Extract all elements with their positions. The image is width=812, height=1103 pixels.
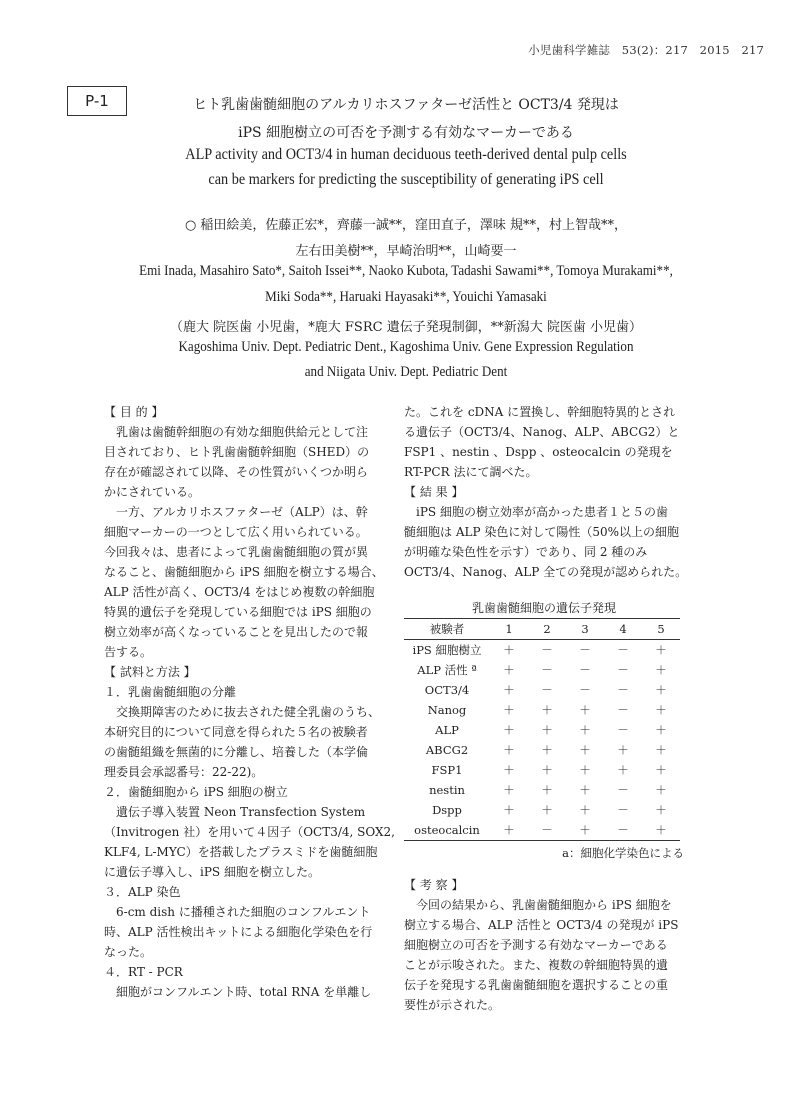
text-line: 今回我々は、患者によって乳歯歯髄細胞の質が異 bbox=[104, 545, 369, 559]
table-cell: － bbox=[617, 803, 629, 817]
text-line: KLF4, L-MYC）を搭載したプラスミドを歯髄細胞 bbox=[104, 845, 378, 859]
table-cell: － bbox=[617, 783, 629, 797]
table-cell: － bbox=[579, 643, 591, 657]
text-line: 細胞マーカーの一つとして広く用いられている。 bbox=[104, 525, 368, 539]
subsection-heading: １．乳歯歯髄細胞の分離 bbox=[104, 685, 237, 699]
table-cell: ＋ bbox=[579, 763, 591, 777]
row-label: ALP 活性 ª bbox=[417, 663, 477, 677]
row-label: nestin bbox=[429, 783, 465, 797]
table-cell: － bbox=[541, 643, 553, 657]
table-cell: ＋ bbox=[503, 803, 515, 817]
right-column bbox=[404, 402, 688, 1015]
subsection-heading: ４．RT - PCR bbox=[104, 965, 183, 979]
poster-id-box: P-1 bbox=[67, 86, 127, 116]
text-line: 特異的遺伝子を発現している細胞では iPS 細胞の bbox=[104, 605, 372, 619]
table-row bbox=[404, 820, 680, 841]
table-cell: ＋ bbox=[655, 763, 667, 777]
authors-en-line-2: Miki Soda**, Haruaki Hayasaki**, Youichi Yamasaki bbox=[265, 289, 547, 305]
text-line: た。これを cDNA に置換し、幹細胞特異的とされ bbox=[404, 405, 676, 419]
text-line: 時、ALP 活性検出キットによる細胞化学染色を行 bbox=[104, 925, 373, 939]
table-cell: － bbox=[617, 723, 629, 737]
text-line: 理委員会承認番号：22-22)。 bbox=[104, 765, 264, 779]
text-line: 6-cm dish に播種された細胞のコンフルエント bbox=[104, 905, 371, 919]
table-cell: ＋ bbox=[541, 763, 553, 777]
table-cell: ＋ bbox=[503, 743, 515, 757]
table-row bbox=[404, 720, 680, 740]
table-cell: ＋ bbox=[579, 723, 591, 737]
text-line: 樹立効率が高くなっていることを見出したので報 bbox=[104, 625, 369, 639]
table-caption: 乳歯歯髄細胞の遺伝子発現 bbox=[471, 601, 616, 615]
table-cell: － bbox=[541, 683, 553, 697]
header-cell: 被験者 bbox=[429, 622, 465, 636]
purpose-section bbox=[104, 422, 388, 662]
table-cell: － bbox=[541, 823, 553, 837]
row-label: OCT3/4 bbox=[424, 683, 470, 697]
table-cell: ＋ bbox=[579, 803, 591, 817]
row-label: FSP1 bbox=[431, 763, 463, 777]
row-label: ABCG2 bbox=[425, 743, 469, 757]
discussion-heading: 【 考 察 】 bbox=[404, 878, 464, 892]
text-line: の歯髄組織を無菌的に分離し、培養した（本学倫 bbox=[104, 745, 369, 759]
text-line: FSP1 、nestin 、Dspp 、osteocalcin の発現を bbox=[404, 445, 673, 459]
title-en-line-2: can be markers for predicting the susceptibility of generating iPS cell bbox=[208, 171, 604, 188]
table-header-row bbox=[404, 619, 680, 640]
table-cell: ＋ bbox=[579, 743, 591, 757]
table-cell: － bbox=[579, 683, 591, 697]
text-line: 髄細胞は ALP 染色に対して陽性（50%以上の細胞 bbox=[404, 525, 680, 539]
authors-en-line-1: Emi Inada, Masahiro Sato*, Saitoh Issei**, Naoko Kubota, Tadashi Sawami**, Tomoya Murakami**, bbox=[139, 263, 673, 279]
gene-expression-table bbox=[404, 618, 680, 841]
table-cell: － bbox=[617, 643, 629, 657]
text-line: 交換期障害のために抜去された健全乳歯のうち、 bbox=[104, 705, 381, 719]
row-label: osteocalcin bbox=[414, 823, 480, 837]
table-cell: ＋ bbox=[655, 683, 667, 697]
row-label: ALP bbox=[435, 723, 459, 737]
text-line: る遺伝子（OCT3/4、Nanog、ALP、ABCG2）と bbox=[404, 425, 680, 439]
text-line: 告する。 bbox=[104, 645, 153, 659]
table-cell: ＋ bbox=[579, 703, 591, 717]
text-line: 樹立する場合、ALP 活性と OCT3/4 の発現が iPS bbox=[404, 918, 679, 932]
header-cell: 2 bbox=[543, 622, 551, 636]
text-line: ことが示唆された。また、複数の幹細胞特異的遺 bbox=[404, 958, 669, 972]
table-row bbox=[404, 780, 680, 800]
table-cell: ＋ bbox=[503, 783, 515, 797]
table-cell: ＋ bbox=[617, 743, 629, 757]
table-cell: ＋ bbox=[541, 803, 553, 817]
table-cell: ＋ bbox=[617, 763, 629, 777]
header-cell: 4 bbox=[619, 622, 627, 636]
subsection-heading: ２．歯髄細胞から iPS 細胞の樹立 bbox=[104, 785, 288, 799]
table-row bbox=[404, 740, 680, 760]
table-cell: ＋ bbox=[503, 723, 515, 737]
affiliations-jp: （鹿大 院医歯 小児歯，*鹿大 FSRC 遺伝子発現制御，**新潟大 院医歯 小児歯） bbox=[170, 320, 642, 335]
table-cell: ＋ bbox=[655, 743, 667, 757]
table-cell: － bbox=[617, 703, 629, 717]
table-row bbox=[404, 680, 680, 700]
text-line: RT-PCR 法にて調べた。 bbox=[404, 465, 538, 479]
table-cell: ＋ bbox=[579, 783, 591, 797]
row-label: Dspp bbox=[432, 803, 462, 817]
table-cell: ＋ bbox=[655, 823, 667, 837]
text-line: 今回の結果から、乳歯歯髄細胞から iPS 細胞を bbox=[404, 898, 672, 912]
table-cell: ＋ bbox=[503, 683, 515, 697]
text-line: 伝子を発現する乳歯歯髄細胞を選択することの重 bbox=[404, 978, 669, 992]
methods-continued bbox=[404, 402, 684, 482]
title-jp-line-2: iPS 細胞樹立の可否を予測する有効なマーカーである bbox=[238, 125, 574, 141]
authors-jp-line-1: ○ 稲田絵美，佐藤正宏*，齊藤一誠**，窪田直子，澤味 規**，村上智哉**， bbox=[184, 218, 628, 233]
text-line: ALP 活性が高く、OCT3/4 をはじめ複数の幹細胞 bbox=[104, 585, 375, 599]
table-row bbox=[404, 700, 680, 720]
text-line: 存在が確認されて以降、その性質がいくつか明ら bbox=[104, 465, 369, 479]
text-line: 要性が示された。 bbox=[404, 998, 501, 1012]
table-row bbox=[404, 800, 680, 820]
affiliations-en-line-1: Kagoshima Univ. Dept. Pediatric Dent., Kagoshima Univ. Gene Expression Regulation bbox=[178, 339, 634, 355]
title-jp-line-1: ヒト乳歯歯髄細胞のアルカリホスファターゼ活性と OCT3/4 発現は bbox=[193, 97, 619, 113]
results-heading: 【 結 果 】 bbox=[404, 485, 464, 499]
left-column bbox=[104, 402, 396, 1002]
table-cell: － bbox=[541, 663, 553, 677]
table-row bbox=[404, 640, 680, 661]
table-cell: ＋ bbox=[655, 703, 667, 717]
header-cell: 5 bbox=[657, 622, 665, 636]
text-line: 本研究目的について同意を得られた５名の被験者 bbox=[104, 725, 368, 739]
table-cell: ＋ bbox=[541, 703, 553, 717]
text-line: （Invitrogen 社）を用いて４因子（OCT3/4, SOX2, bbox=[104, 825, 396, 839]
text-line: なること、歯髄細胞から iPS 細胞を樹立する場合、 bbox=[104, 565, 384, 579]
text-line: 一方、アルカリホスファターゼ（ALP）は、幹 bbox=[104, 505, 368, 519]
table-cell: ＋ bbox=[503, 663, 515, 677]
discussion-section bbox=[404, 895, 684, 1015]
table-footnote: a：細胞化学染色による bbox=[562, 846, 684, 860]
table-cell: － bbox=[579, 663, 591, 677]
text-line: 細胞樹立の可否を予測する有効なマーカーである bbox=[404, 938, 668, 952]
text-line: OCT3/4、Nanog、ALP 全ての発現が認められた。 bbox=[404, 565, 688, 579]
row-label: iPS 細胞樹立 bbox=[412, 643, 482, 657]
journal-citation: 小児歯科学雑誌 53(2)：217 2015 217 bbox=[528, 43, 764, 57]
table-cell: ＋ bbox=[541, 723, 553, 737]
table-cell: － bbox=[617, 823, 629, 837]
subsection-heading: ３．ALP 染色 bbox=[104, 885, 181, 899]
table-cell: ＋ bbox=[503, 703, 515, 717]
text-line: に遺伝子導入し、iPS 細胞を樹立した。 bbox=[104, 865, 320, 879]
text-line: なった。 bbox=[104, 945, 153, 959]
table-cell: ＋ bbox=[655, 663, 667, 677]
results-section bbox=[404, 502, 688, 582]
text-line: 細胞がコンフルエント時、total RNA を単離し bbox=[104, 985, 372, 999]
table-cell: ＋ bbox=[579, 823, 591, 837]
row-label: Nanog bbox=[427, 703, 467, 717]
header-cell: 1 bbox=[505, 622, 513, 636]
purpose-heading: 【 目 的 】 bbox=[104, 405, 164, 419]
text-line: 乳歯は歯髄幹細胞の有効な細胞供給元として注 bbox=[104, 425, 369, 439]
text-line: が明確な染色性を示す）であり、同 2 種のみ bbox=[404, 545, 648, 559]
title-en-line-1: ALP activity and OCT3/4 in human deciduous teeth-derived dental pulp cells bbox=[185, 146, 627, 163]
methods-heading: 【 試料と方法 】 bbox=[104, 665, 196, 679]
affiliations-en-line-2: and Niigata Univ. Dept. Pediatric Dent bbox=[304, 364, 508, 380]
table-cell: ＋ bbox=[655, 783, 667, 797]
methods-section bbox=[104, 682, 396, 1002]
table-cell: － bbox=[617, 663, 629, 677]
header-cell: 3 bbox=[581, 622, 589, 636]
text-line: iPS 細胞の樹立効率が高かった患者１と５の歯 bbox=[404, 505, 668, 519]
table-cell: ＋ bbox=[655, 643, 667, 657]
table-cell: ＋ bbox=[541, 783, 553, 797]
table-cell: ＋ bbox=[655, 723, 667, 737]
text-line: 遺伝子導入装置 Neon Transfection System bbox=[104, 805, 366, 819]
table-cell: ＋ bbox=[655, 803, 667, 817]
text-line: かにされている。 bbox=[104, 485, 201, 499]
table-cell: ＋ bbox=[503, 823, 515, 837]
table-row bbox=[404, 760, 680, 780]
table-cell: ＋ bbox=[503, 643, 515, 657]
table-cell: ＋ bbox=[541, 743, 553, 757]
table-cell: ＋ bbox=[503, 763, 515, 777]
authors-jp-line-2: 左右田美樹**，早崎治明**，山崎要一 bbox=[295, 244, 517, 259]
table-cell: － bbox=[617, 683, 629, 697]
table-row bbox=[404, 660, 680, 680]
text-line: 目されており、ヒト乳歯歯髄幹細胞（SHED）の bbox=[104, 445, 370, 459]
